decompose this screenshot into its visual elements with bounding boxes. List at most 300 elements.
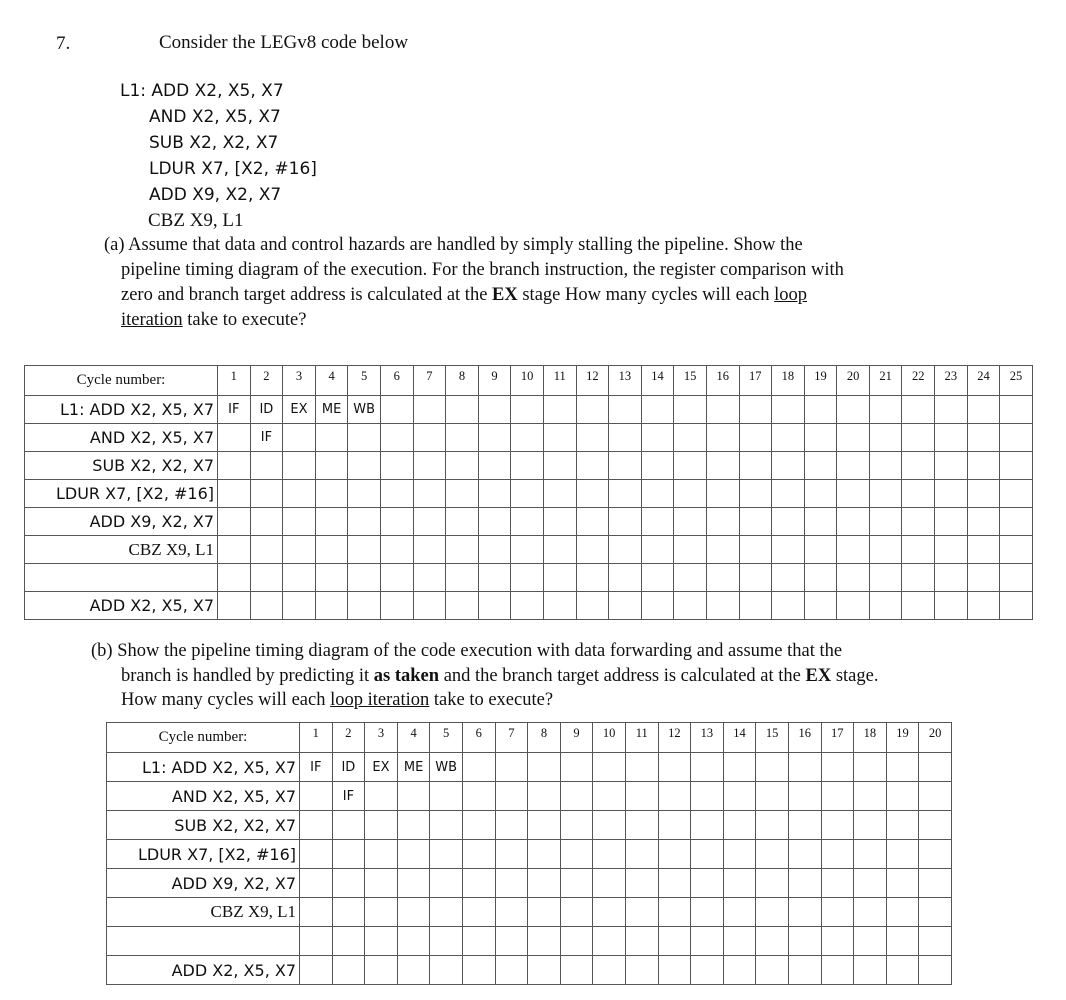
pipeline-cell xyxy=(756,956,789,985)
pipeline-cell xyxy=(348,564,381,592)
pipeline-cell xyxy=(886,956,919,985)
pipeline-cell xyxy=(283,452,316,480)
pipeline-cell xyxy=(641,396,674,424)
instruction-label: SUB X2, X2, X7 xyxy=(25,452,218,480)
pipeline-cell xyxy=(609,480,642,508)
pipeline-cell xyxy=(609,592,642,620)
pipeline-cell xyxy=(478,424,511,452)
pipeline-cell xyxy=(495,811,528,840)
pipeline-cell xyxy=(723,811,756,840)
pipeline-cell xyxy=(804,480,837,508)
pipeline-cell xyxy=(413,452,446,480)
pipeline-cell xyxy=(528,869,561,898)
pipeline-cell xyxy=(691,840,724,869)
code-line: L1: ADD X2, X5, X7 xyxy=(120,81,284,101)
pipeline-cell xyxy=(788,811,821,840)
instruction-row xyxy=(107,811,952,840)
pipeline-cell xyxy=(723,869,756,898)
pipeline-cell xyxy=(430,869,463,898)
code-line: ADD X9, X2, X7 xyxy=(149,185,282,205)
part-b-bold: EX xyxy=(805,666,832,686)
pipeline-cell xyxy=(837,508,870,536)
pipeline-cell xyxy=(625,869,658,898)
pipeline-stage: WB xyxy=(430,753,463,782)
pipeline-cell xyxy=(772,508,805,536)
pipeline-cell xyxy=(756,927,789,956)
pipeline-cell xyxy=(609,508,642,536)
pipeline-cell xyxy=(413,564,446,592)
pipeline-cell xyxy=(837,424,870,452)
pipeline-cell xyxy=(462,898,495,927)
instruction-row xyxy=(107,956,952,985)
cycle-number-label: Cycle number: xyxy=(25,366,218,396)
pipeline-cell xyxy=(348,480,381,508)
pipeline-cell xyxy=(511,452,544,480)
pipeline-cell xyxy=(658,811,691,840)
pipeline-cell xyxy=(804,508,837,536)
cycle-number: 8 xyxy=(446,366,479,396)
pipeline-cell xyxy=(706,508,739,536)
pipeline-cell xyxy=(365,927,398,956)
pipeline-cell xyxy=(935,424,968,452)
pipeline-cell xyxy=(283,564,316,592)
pipeline-cell xyxy=(511,508,544,536)
pipeline-cell xyxy=(772,536,805,564)
cycle-number: 7 xyxy=(495,723,528,753)
pipeline-cell xyxy=(935,396,968,424)
pipeline-cell xyxy=(1000,480,1033,508)
pipeline-cell xyxy=(869,452,902,480)
part-a-text xyxy=(121,285,807,306)
pipeline-cell xyxy=(283,536,316,564)
pipeline-cell xyxy=(315,452,348,480)
pipeline-cell xyxy=(413,396,446,424)
pipeline-cell xyxy=(528,811,561,840)
pipeline-cell xyxy=(658,753,691,782)
pipeline-cell xyxy=(218,480,251,508)
part-a-text xyxy=(121,260,844,281)
pipeline-cell xyxy=(348,452,381,480)
pipeline-cell xyxy=(250,508,283,536)
pipeline-cell xyxy=(837,480,870,508)
pipeline-cell xyxy=(756,753,789,782)
pipeline-cell xyxy=(919,927,952,956)
pipeline-cell xyxy=(543,536,576,564)
pipeline-cell xyxy=(869,564,902,592)
instruction-label: LDUR X7, [X2, #16] xyxy=(107,840,300,869)
pipeline-stage: IF xyxy=(332,782,365,811)
pipeline-cell xyxy=(218,424,251,452)
cycle-number: 1 xyxy=(218,366,251,396)
pipeline-cell xyxy=(788,956,821,985)
cycle-number: 9 xyxy=(478,366,511,396)
pipeline-cell xyxy=(723,927,756,956)
instruction-row xyxy=(25,480,1033,508)
part-a-line3-mid: stage How many cycles will each xyxy=(517,285,775,305)
pipeline-cell xyxy=(560,869,593,898)
pipeline-cell xyxy=(919,956,952,985)
cycle-number: 19 xyxy=(886,723,919,753)
pipeline-cell xyxy=(300,782,333,811)
cycle-number: 3 xyxy=(283,366,316,396)
pipeline-cell xyxy=(935,536,968,564)
pipeline-cell xyxy=(332,898,365,927)
pipeline-cell xyxy=(625,927,658,956)
pipeline-stage: IF xyxy=(218,396,251,424)
pipeline-cell xyxy=(495,782,528,811)
cycle-number: 4 xyxy=(315,366,348,396)
pipeline-cell xyxy=(739,536,772,564)
pipeline-cell xyxy=(315,480,348,508)
pipeline-cell xyxy=(543,508,576,536)
cycle-number: 2 xyxy=(332,723,365,753)
pipeline-cell xyxy=(772,480,805,508)
pipeline-cell xyxy=(674,424,707,452)
pipeline-cell xyxy=(854,927,887,956)
pipeline-cell xyxy=(902,536,935,564)
pipeline-cell xyxy=(674,536,707,564)
pipeline-cell xyxy=(1000,592,1033,620)
pipeline-cell xyxy=(380,508,413,536)
pipeline-cell xyxy=(560,927,593,956)
cycle-number: 25 xyxy=(1000,366,1033,396)
pipeline-cell xyxy=(348,424,381,452)
instruction-row xyxy=(25,396,1033,424)
pipeline-cell xyxy=(869,424,902,452)
instruction-row xyxy=(107,927,952,956)
cycle-number: 6 xyxy=(462,723,495,753)
pipeline-cell xyxy=(804,424,837,452)
pipeline-cell xyxy=(869,396,902,424)
cycle-number: 17 xyxy=(821,723,854,753)
pipeline-cell xyxy=(511,564,544,592)
pipeline-cell xyxy=(218,564,251,592)
pipeline-cell xyxy=(788,782,821,811)
part-a-text xyxy=(121,310,306,331)
pipeline-cell xyxy=(609,564,642,592)
pipeline-cell xyxy=(397,898,430,927)
pipeline-cell xyxy=(495,753,528,782)
pipeline-cell xyxy=(739,396,772,424)
pipeline-cell xyxy=(967,452,1000,480)
part-a-underlined: loop xyxy=(774,285,807,305)
cycle-number: 14 xyxy=(723,723,756,753)
pipeline-cell xyxy=(380,592,413,620)
pipeline-cell xyxy=(250,592,283,620)
pipeline-cell xyxy=(315,508,348,536)
pipeline-cell xyxy=(609,424,642,452)
pipeline-cell xyxy=(283,508,316,536)
pipeline-cell xyxy=(723,898,756,927)
cycle-number: 18 xyxy=(772,366,805,396)
pipeline-cell xyxy=(430,840,463,869)
cycle-number: 23 xyxy=(935,366,968,396)
pipeline-cell xyxy=(397,869,430,898)
pipeline-cell xyxy=(348,536,381,564)
pipeline-cell xyxy=(250,452,283,480)
pipeline-cell xyxy=(560,782,593,811)
pipeline-cell xyxy=(902,592,935,620)
cycle-number: 12 xyxy=(576,366,609,396)
pipeline-cell xyxy=(869,508,902,536)
instruction-row xyxy=(107,753,952,782)
instruction-label: CBZ X9, L1 xyxy=(25,536,218,564)
pipeline-table-a xyxy=(24,365,1033,620)
pipeline-cell xyxy=(300,956,333,985)
question-intro: Consider the LEGv8 code below xyxy=(159,32,409,53)
pipeline-cell xyxy=(300,869,333,898)
pipeline-cell xyxy=(658,956,691,985)
part-a-bold: EX xyxy=(492,285,518,305)
pipeline-cell xyxy=(543,480,576,508)
pipeline-cell xyxy=(560,753,593,782)
pipeline-cell xyxy=(430,927,463,956)
pipeline-cell xyxy=(788,840,821,869)
cycle-number: 9 xyxy=(560,723,593,753)
pipeline-cell xyxy=(511,536,544,564)
pipeline-cell xyxy=(1000,452,1033,480)
pipeline-cell xyxy=(902,480,935,508)
pipeline-cell xyxy=(593,898,626,927)
pipeline-cell xyxy=(593,753,626,782)
pipeline-cell xyxy=(625,753,658,782)
pipeline-cell xyxy=(739,452,772,480)
pipeline-cell xyxy=(886,898,919,927)
cycle-number: 2 xyxy=(250,366,283,396)
pipeline-cell xyxy=(593,956,626,985)
part-a-text xyxy=(104,235,803,256)
pipeline-cell xyxy=(967,536,1000,564)
pipeline-cell xyxy=(576,452,609,480)
pipeline-cell xyxy=(430,956,463,985)
pipeline-cell xyxy=(919,753,952,782)
instruction-label: ADD X9, X2, X7 xyxy=(25,508,218,536)
pipeline-cell xyxy=(902,564,935,592)
pipeline-cell xyxy=(625,811,658,840)
pipeline-cell xyxy=(967,508,1000,536)
part-b-line3-end: take to execute? xyxy=(429,690,554,710)
cycle-number-label: Cycle number: xyxy=(107,723,300,753)
pipeline-cell xyxy=(446,452,479,480)
part-a-line2: pipeline timing diagram of the execution. For the branch instruction, the register comparison with xyxy=(121,260,844,280)
pipeline-cell xyxy=(788,898,821,927)
pipeline-cell xyxy=(413,480,446,508)
pipeline-cell xyxy=(691,898,724,927)
pipeline-cell xyxy=(919,869,952,898)
pipeline-cell xyxy=(723,753,756,782)
pipeline-cell xyxy=(365,840,398,869)
pipeline-cell xyxy=(365,898,398,927)
pipeline-cell xyxy=(967,592,1000,620)
pipeline-cell xyxy=(365,956,398,985)
pipeline-cell xyxy=(886,782,919,811)
pipeline-cell xyxy=(462,927,495,956)
pipeline-cell xyxy=(919,840,952,869)
pipeline-cell xyxy=(739,592,772,620)
pipeline-cell xyxy=(902,396,935,424)
pipeline-cell xyxy=(739,424,772,452)
pipeline-cell xyxy=(837,536,870,564)
pipeline-cell xyxy=(967,396,1000,424)
pipeline-cell xyxy=(902,508,935,536)
pipeline-cell xyxy=(332,869,365,898)
pipeline-cell xyxy=(837,452,870,480)
pipeline-table-b xyxy=(106,722,952,985)
pipeline-cell xyxy=(478,536,511,564)
pipeline-cell xyxy=(691,927,724,956)
pipeline-cell xyxy=(772,452,805,480)
pipeline-cell xyxy=(772,564,805,592)
pipeline-cell xyxy=(821,956,854,985)
cycle-number: 13 xyxy=(691,723,724,753)
cycle-number: 4 xyxy=(397,723,430,753)
instruction-row xyxy=(107,782,952,811)
pipeline-cell xyxy=(739,508,772,536)
pipeline-cell xyxy=(821,811,854,840)
pipeline-cell xyxy=(935,508,968,536)
pipeline-cell xyxy=(854,898,887,927)
pipeline-cell xyxy=(1000,536,1033,564)
pipeline-cell xyxy=(380,424,413,452)
pipeline-cell xyxy=(854,869,887,898)
pipeline-cell xyxy=(919,811,952,840)
pipeline-cell xyxy=(478,564,511,592)
cycle-number: 8 xyxy=(528,723,561,753)
instruction-row xyxy=(25,536,1033,564)
pipeline-cell xyxy=(935,452,968,480)
pipeline-cell xyxy=(625,782,658,811)
instruction-label: L1: ADD X2, X5, X7 xyxy=(25,396,218,424)
pipeline-cell xyxy=(560,898,593,927)
instruction-row xyxy=(25,452,1033,480)
pipeline-cell xyxy=(576,480,609,508)
pipeline-cell xyxy=(300,840,333,869)
pipeline-cell xyxy=(315,592,348,620)
pipeline-cell xyxy=(413,592,446,620)
question-number: 7. xyxy=(56,33,71,54)
pipeline-cell xyxy=(641,424,674,452)
code-line: CBZ X9, L1 xyxy=(148,210,244,231)
pipeline-cell xyxy=(543,452,576,480)
pipeline-cell xyxy=(446,592,479,620)
code-line: AND X2, X5, X7 xyxy=(149,107,281,127)
pipeline-stage: WB xyxy=(348,396,381,424)
pipeline-cell xyxy=(218,536,251,564)
pipeline-cell xyxy=(478,508,511,536)
pipeline-cell xyxy=(462,782,495,811)
pipeline-cell xyxy=(886,869,919,898)
pipeline-cell xyxy=(706,480,739,508)
pipeline-cell xyxy=(380,452,413,480)
pipeline-cell xyxy=(756,869,789,898)
instruction-row xyxy=(107,869,952,898)
pipeline-cell xyxy=(300,811,333,840)
cycle-number: 22 xyxy=(902,366,935,396)
pipeline-cell xyxy=(528,927,561,956)
cycle-header-row xyxy=(25,366,1033,396)
pipeline-cell xyxy=(495,898,528,927)
part-a-line1: (a) Assume that data and control hazards are handled by simply stalling the pipeline. Show the xyxy=(104,235,803,255)
pipeline-cell xyxy=(886,927,919,956)
part-b-underlined: loop iteration xyxy=(330,690,430,710)
pipeline-cell xyxy=(462,956,495,985)
pipeline-cell xyxy=(332,811,365,840)
pipeline-cell xyxy=(691,811,724,840)
cycle-number: 19 xyxy=(804,366,837,396)
pipeline-cell xyxy=(397,811,430,840)
pipeline-cell xyxy=(706,564,739,592)
pipeline-cell xyxy=(495,840,528,869)
pipeline-cell xyxy=(804,564,837,592)
pipeline-cell xyxy=(723,782,756,811)
pipeline-cell xyxy=(218,508,251,536)
instruction-row xyxy=(107,840,952,869)
pipeline-cell xyxy=(772,592,805,620)
pipeline-cell xyxy=(609,536,642,564)
pipeline-cell xyxy=(446,536,479,564)
cycle-number: 12 xyxy=(658,723,691,753)
part-b-line2-end: stage. xyxy=(831,666,879,686)
pipeline-cell xyxy=(365,811,398,840)
instruction-label: ADD X2, X5, X7 xyxy=(107,956,300,985)
code-line: LDUR X7, [X2, #16] xyxy=(149,159,317,179)
pipeline-cell xyxy=(397,956,430,985)
pipeline-cell xyxy=(332,927,365,956)
pipeline-cell xyxy=(902,452,935,480)
pipeline-stage: EX xyxy=(283,396,316,424)
pipeline-cell xyxy=(332,840,365,869)
cycle-number: 15 xyxy=(674,366,707,396)
pipeline-cell xyxy=(658,927,691,956)
part-b-line2-mid: and the branch target address is calculated at the xyxy=(439,666,806,686)
part-a-line3: zero and branch target address is calculated at the xyxy=(121,285,493,305)
pipeline-cell xyxy=(854,811,887,840)
pipeline-cell xyxy=(1000,396,1033,424)
pipeline-cell xyxy=(478,452,511,480)
pipeline-cell xyxy=(854,782,887,811)
pipeline-stage: ID xyxy=(250,396,283,424)
pipeline-cell xyxy=(430,811,463,840)
pipeline-cell xyxy=(446,564,479,592)
pipeline-cell xyxy=(413,424,446,452)
pipeline-cell xyxy=(560,840,593,869)
pipeline-cell xyxy=(821,753,854,782)
pipeline-cell xyxy=(854,753,887,782)
pipeline-cell xyxy=(283,480,316,508)
instruction-label: AND X2, X5, X7 xyxy=(25,424,218,452)
pipeline-cell xyxy=(706,452,739,480)
pipeline-cell xyxy=(560,956,593,985)
pipeline-cell xyxy=(691,753,724,782)
pipeline-cell xyxy=(462,753,495,782)
pipeline-cell xyxy=(528,898,561,927)
pipeline-cell xyxy=(511,480,544,508)
pipeline-cell xyxy=(837,592,870,620)
pipeline-cell xyxy=(854,840,887,869)
pipeline-cell xyxy=(413,508,446,536)
pipeline-cell xyxy=(869,536,902,564)
instruction-label: LDUR X7, [X2, #16] xyxy=(25,480,218,508)
pipeline-cell xyxy=(641,480,674,508)
part-b-text xyxy=(91,641,842,662)
pipeline-cell xyxy=(886,753,919,782)
cycle-number: 1 xyxy=(300,723,333,753)
pipeline-cell xyxy=(576,508,609,536)
pipeline-cell xyxy=(788,927,821,956)
pipeline-cell xyxy=(593,927,626,956)
code-line: SUB X2, X2, X7 xyxy=(149,133,279,153)
instruction-row xyxy=(25,508,1033,536)
